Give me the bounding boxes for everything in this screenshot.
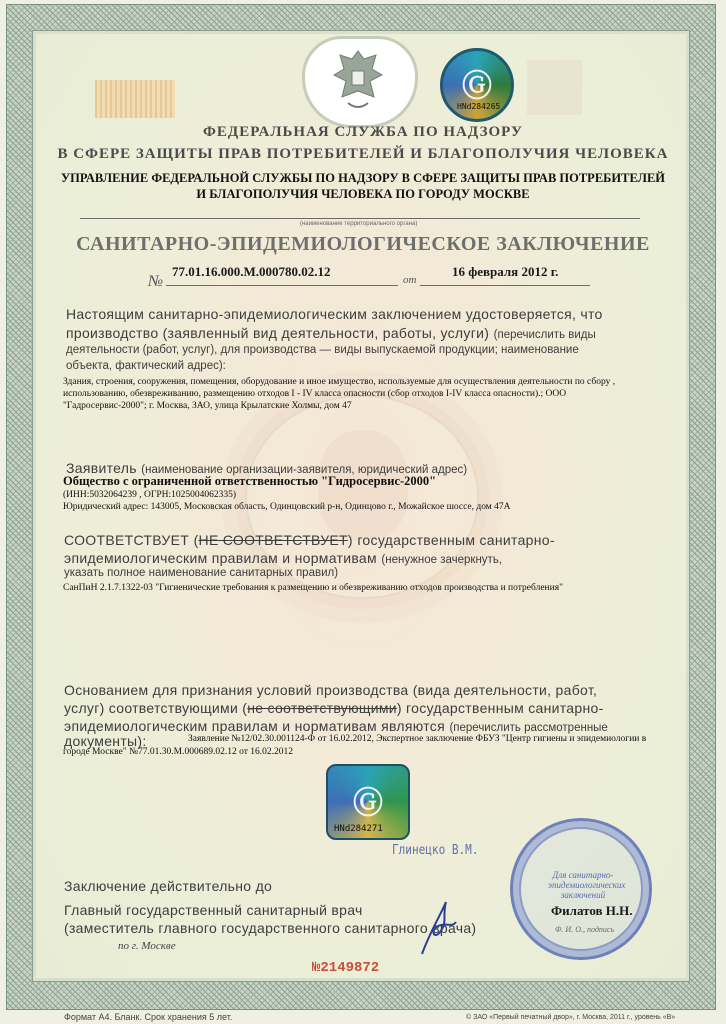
footer-format: Формат А4. Бланк. Срок хранения 5 лет. [64, 1012, 233, 1022]
security-patch [527, 60, 582, 115]
signer-name: Филатов Н.Н. [551, 903, 633, 918]
basis-line3: эпидемиологическим правилам и нормативам являются (перечислить рассмотренные [64, 718, 608, 734]
section1-line1: Настоящим санитарно-эпидемиологическим заключением удостоверяется, что [66, 306, 603, 322]
section1-line2: производство (заявленный вид деятельности, работы, услуги) (перечислить виды [66, 325, 596, 341]
department-line1: УПРАВЛЕНИЕ ФЕДЕРАЛЬНОЙ СЛУЖБЫ ПО НАДЗОРУ В СФЕРЕ ЗАЩИТЫ ПРАВ ПОТРЕБИТЕЛЕЙ [60, 171, 666, 185]
hologram-seal [440, 48, 514, 122]
signature-mark [412, 892, 462, 962]
sanitary-rules: СанПиН 2.1.7.1322-03 "Гигиенические требования к размещению и обезвреживанию отходов производства и потребления" [63, 583, 563, 593]
applicant-label: Заявитель (наименование организации-заявителя, юридический адрес) [66, 460, 468, 476]
object-description-line2: использованию, обезвреживанию, размещению отходов I - IV класса опасности (сбор отходов I-IV класса опасности).; ООО [63, 389, 567, 399]
compliance-line1: СООТВЕТСТВУЕТ (НЕ СООТВЕТСТВУЕТ) государственным санитарно- [64, 532, 555, 548]
document-title: САНИТАРНО-ЭПИДЕМИОЛОГИЧЕСКОЕ ЗАКЛЮЧЕНИЕ [76, 233, 650, 255]
applicant-address: Юридический адрес: 143005, Московская область, Одинцовский р-н, Одинцово г., Можайское шоссе, дом 47А [63, 502, 511, 512]
city-label: по г. Москве [118, 940, 176, 952]
complies-word: СООТВЕТСТВУЕТ [64, 532, 190, 548]
section1-line3: деятельности (работ, услуг), для производства — виды выпускаемой продукции; наименование [66, 344, 579, 356]
date-underline [420, 285, 590, 286]
signer-caption: Ф. И. О., подпись [555, 925, 615, 934]
compliance-line3: указать полное наименование санитарных правил) [64, 567, 339, 579]
date-label: от [403, 274, 417, 286]
valid-until-label: Заключение действительно до [64, 878, 273, 894]
stamp-inscription: Для санитарно-эпидемиологических заключений [548, 870, 626, 900]
agency-title-line1: ФЕДЕРАЛЬНАЯ СЛУЖБА ПО НАДЗОРУ [203, 124, 523, 140]
compliance-line2: эпидемиологическим правилам и нормативам (ненужное зачеркнуть, [64, 550, 503, 566]
hologram-sticker [326, 764, 410, 840]
department-caption: (наименование территориального органа) [300, 221, 418, 227]
basis-documents-line2: городе Москве" №77.01.30.М.000689.02.12 от 16.02.2012 [63, 747, 294, 757]
section1-line4: объекта, фактический адрес): [66, 360, 226, 372]
chief-doctor-line2: (заместитель главного государственного санитарного врача) [64, 920, 477, 936]
certificate-number: 77.01.16.000.М.000780.02.12 [172, 264, 331, 279]
hologram-number: HNd284265 [457, 102, 501, 111]
basis-line2: услуг) соответствующими (не соответствующими) государственным санитарно- [64, 700, 604, 716]
number-label: № [148, 273, 164, 290]
applicant-name: Общество с ограниченной ответственностью "Гидросервис-2000" [63, 474, 437, 488]
applicant-ids: (ИНН:5032064239 , ОГРН:1025004062335) [63, 490, 237, 500]
hologram-sticker-number: HNd284271 [334, 824, 383, 834]
security-strip [95, 80, 175, 118]
basis-documents-line1: Заявление №12/02.30.001124-Ф от 16.02.2012, Экспертное заключение ФБУЗ "Центр гигиены и эпидемиологии в [188, 734, 647, 744]
hologram-glyph-icon: Ⓖ [462, 68, 492, 104]
issue-date: 16 февраля 2012 г. [452, 264, 559, 279]
coat-of-arms-emblem [302, 36, 418, 128]
number-underline [166, 285, 398, 286]
agency-title-line2: В СФЕРЕ ЗАЩИТЫ ПРАВ ПОТРЕБИТЕЛЕЙ И БЛАГОПОЛУЧИЯ ЧЕЛОВЕКА [57, 146, 669, 162]
stamped-name: Глинецко В.М. [392, 843, 479, 858]
basis-line1: Основанием для признания условий производства (вида деятельности, работ, [64, 682, 598, 698]
basis-line4: документы): [64, 733, 147, 749]
not-complies-word: НЕ СООТВЕТСТВУЕТ [198, 532, 348, 548]
hologram-glyph-icon: Ⓖ [353, 785, 383, 821]
object-description-line3: "Гадросервис-2000"; г. Москва, ЗАО, улица Крылатские Холмы, дом 47 [63, 401, 352, 411]
department-underline [80, 218, 640, 219]
department-line2: И БЛАГОПОЛУЧИЯ ЧЕЛОВЕКА ПО ГОРОДУ МОСКВЕ [196, 187, 530, 201]
object-description-line1: Здания, строения, сооружения, помещения, оборудование и иное имущество, используемые для осуществления деятельности по сбору , [63, 377, 616, 387]
footer-printer: © ЗАО «Первый печатный двор», г. Москва, 2011 г., уровень «В» [466, 1014, 676, 1021]
chief-doctor-line1: Главный государственный санитарный врач [64, 902, 363, 918]
form-serial-number: №2149872 [312, 960, 380, 976]
